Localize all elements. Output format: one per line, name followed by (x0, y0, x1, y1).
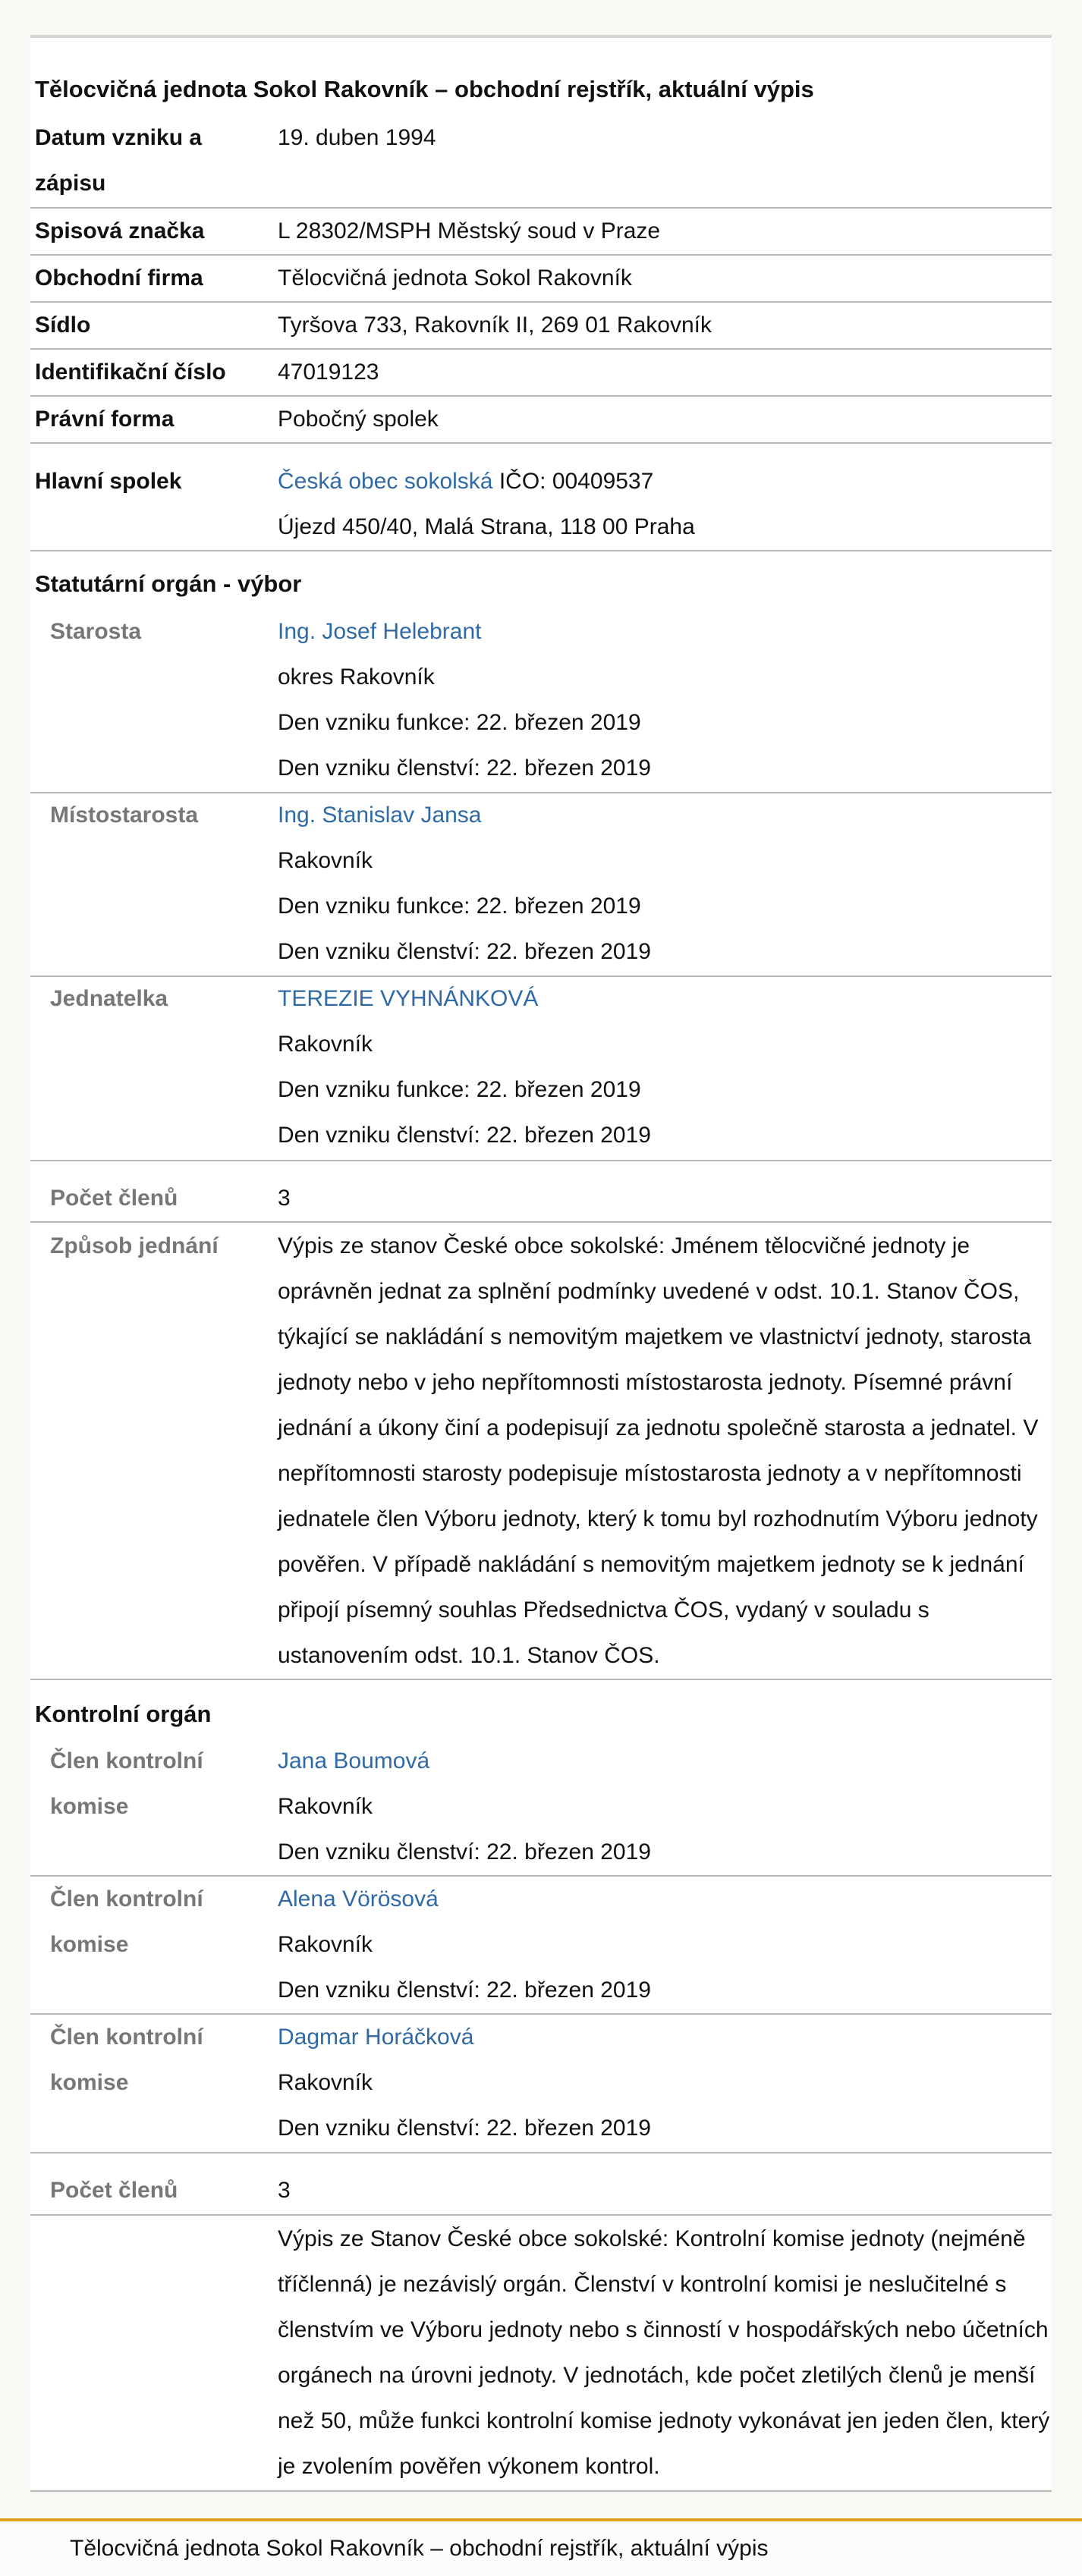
divider (30, 395, 1052, 397)
id-number-label: Identifikační číslo (35, 360, 226, 385)
member-membership-date: Den vzniku členství: 22. březen 2019 (278, 939, 651, 964)
seat-value: Tyršova 733, Rakovník II, 269 01 Rakovník (278, 313, 712, 338)
conduct-line: jednoty nebo v jeho nepřítomnosti místostarosta jednoty. Písemné právní (278, 1370, 1013, 1395)
conduct-line: jednatele člen Výboru jednoty, který k tomu byl rozhodnutím Výboru jednoty (278, 1506, 1038, 1531)
control-member-name-link[interactable]: Dagmar Horáčková (278, 2025, 474, 2050)
conduct-label: Způsob jednání (50, 1233, 219, 1258)
conduct-line: pověřen. V případě nakládání s nemovitým majetkem jednoty se k jednání (278, 1552, 1024, 1577)
divider (30, 2214, 1052, 2216)
control-count-label: Počet členů (50, 2178, 178, 2203)
conduct-line: Výpis ze stanov České obce sokolské: Jménem tělocvičné jednoty je (278, 1233, 970, 1258)
conduct-line: ustanovením odst. 10.1. Stanov ČOS. (278, 1643, 660, 1668)
control-role-line2: komise (50, 1794, 129, 1819)
id-number-value: 47019123 (278, 360, 379, 385)
member-name-link[interactable]: TEREZIE VYHNÁNKOVÁ (278, 986, 539, 1011)
control-note-line: tříčlenná) je nezávislý orgán. Členství v kontrolní komisi je neslučitelné s (278, 2272, 1007, 2297)
seat-label: Sídlo (35, 313, 91, 338)
control-note-line: orgánech na úrovni jednoty. V jednotách, kde počet zletilých členů je menší (278, 2363, 1036, 2388)
conduct-line: týkající se nakládání s nemovitým majetkem ve vlastnictví jednoty, starosta (278, 1324, 1032, 1349)
legal-form-value: Pobočný spolek (278, 407, 439, 432)
main-association-link[interactable]: Česká obec sokolská (278, 469, 493, 494)
founded-value: 19. duben 1994 (278, 125, 436, 150)
footer-title: Tělocvičná jednota Sokol Rakovník – obchodní rejstřík, aktuální výpis (70, 2536, 769, 2561)
control-note-line: Výpis ze Stanov České obce sokolské: Kontrolní komise jednoty (nejméně (278, 2226, 1026, 2251)
divider (30, 442, 1052, 444)
legal-form-label: Právní forma (35, 407, 175, 432)
member-place: Rakovník (278, 1032, 373, 1057)
member-place: okres Rakovník (278, 664, 435, 690)
control-heading: Kontrolní orgán (35, 1701, 212, 1727)
control-role-line1: Člen kontrolní (50, 1748, 203, 1773)
control-member-place: Rakovník (278, 1932, 373, 1957)
member-name-link[interactable]: Ing. Stanislav Jansa (278, 803, 482, 828)
divider (30, 2490, 1052, 2492)
control-member-membership-date: Den vzniku členství: 22. březen 2019 (278, 1978, 651, 2003)
main-association-value (278, 459, 653, 504)
control-note-line: než 50, může funkci kontrolní komise jednoty vykonávat jen jeden člen, který (278, 2408, 1050, 2433)
founded-label-line2: zápisu (35, 171, 106, 196)
file-number-label: Spisová značka (35, 218, 205, 243)
divider (30, 1221, 1052, 1223)
member-membership-date: Den vzniku členství: 22. březen 2019 (278, 756, 651, 781)
control-role-line1: Člen kontrolní (50, 1886, 203, 1912)
conduct-line: připojí písemný souhlas Předsednictva ČOS, vydaný v souladu s (278, 1597, 929, 1623)
control-member-name-link[interactable]: Jana Boumová (278, 1748, 430, 1773)
company-label: Obchodní firma (35, 265, 203, 291)
divider (30, 550, 1052, 551)
control-role-line1: Člen kontrolní (50, 2025, 203, 2050)
member-role: Starosta (50, 619, 142, 644)
conduct-line: nepřítomnosti starosty podepisuje místostarosta jednoty a v nepřítomnosti (278, 1461, 1022, 1486)
company-value: Tělocvičná jednota Sokol Rakovník (278, 265, 632, 291)
main-association-address: Újezd 450/40, Malá Strana, 118 00 Praha (278, 514, 695, 539)
conduct-line: oprávněn jednat za splnění podmínky uvedené v odst. 10.1. Stanov ČOS, (278, 1279, 1020, 1304)
member-role: Jednatelka (50, 986, 168, 1011)
statutory-heading: Statutární orgán - výbor (35, 570, 302, 597)
founded-label-line1: Datum vzniku a (35, 125, 203, 150)
control-member-membership-date: Den vzniku členství: 22. březen 2019 (278, 1839, 651, 1864)
control-member-name-link[interactable]: Alena Vörösová (278, 1886, 439, 1912)
member-name-link[interactable]: Ing. Josef Helebrant (278, 619, 482, 644)
control-note-line: členstvím ve Výboru jednoty nebo s činností v hospodářských nebo účetních (278, 2317, 1049, 2342)
member-place: Rakovník (278, 848, 373, 873)
member-membership-date: Den vzniku členství: 22. březen 2019 (278, 1123, 651, 1148)
control-member-membership-date: Den vzniku členství: 22. březen 2019 (278, 2116, 651, 2141)
page-title: Tělocvičná jednota Sokol Rakovník – obchodní rejstřík, aktuální výpis (35, 76, 814, 102)
divider (30, 1160, 1052, 1161)
divider (30, 975, 1052, 977)
control-member-place: Rakovník (278, 2070, 373, 2095)
member-function-date: Den vzniku funkce: 22. březen 2019 (278, 894, 641, 919)
divider (30, 1679, 1052, 1680)
control-count-value: 3 (278, 2178, 291, 2203)
main-association-label: Hlavní spolek (35, 469, 182, 494)
member-function-date: Den vzniku funkce: 22. březen 2019 (278, 1077, 641, 1102)
member-count-label: Počet členů (50, 1186, 178, 1211)
member-count-value: 3 (278, 1186, 291, 1211)
conduct-line: jednání a úkony činí a podepisují za jednotu společně starosta a jednatel. V (278, 1415, 1039, 1440)
control-role-line2: komise (50, 1932, 129, 1957)
control-role-line2: komise (50, 2070, 129, 2095)
control-note-line: je zvolením pověřen výkonem kontrol. (278, 2454, 660, 2479)
main-association-ico: IČO: 00409537 (492, 469, 654, 494)
divider (30, 2152, 1052, 2153)
control-member-place: Rakovník (278, 1794, 373, 1819)
member-role: Místostarosta (50, 803, 199, 828)
file-number-value: L 28302/MSPH Městský soud v Praze (278, 218, 661, 243)
member-function-date: Den vzniku funkce: 22. březen 2019 (278, 710, 641, 735)
